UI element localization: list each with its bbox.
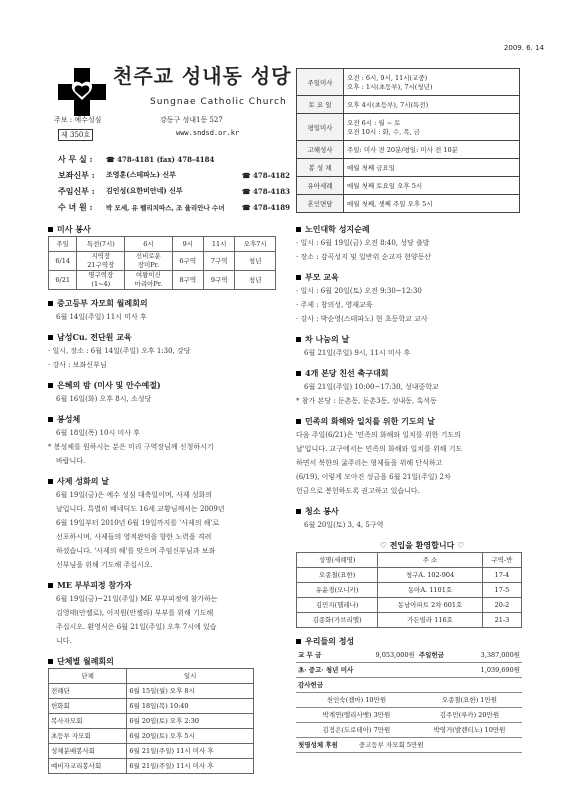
contact-office: 사 무 실 : ☎ 478-4181 (fax) 478-4184: [58, 153, 215, 164]
section-heading: 단체별 월례회의: [48, 654, 300, 668]
section-heading: 우리들의 정성: [296, 634, 548, 648]
table-header-row: 성명(세례명) 주 소 구역-반: [297, 553, 522, 568]
section-heading: 봉성체: [48, 412, 300, 426]
table-header-row: 단체 일시: [49, 669, 254, 684]
schedule-row: 토 요 일 오후 4시(초등부), 7시(특전): [297, 96, 520, 114]
section-heading: 부모 교육: [296, 270, 548, 284]
schedule-row: 고해성사 주일: 미사 전 20분/평일: 미사 전 10분: [297, 141, 520, 159]
bullet-square-icon: [296, 371, 301, 376]
table-row: 교 무 금 9,053,000원 주일헌금 3,387,000원: [296, 648, 522, 663]
bullet-square-icon: [48, 383, 53, 388]
bullet-square-icon: [48, 479, 53, 484]
church-logo-icon: [56, 66, 108, 118]
schedule-row: 혼인면담 매월 첫째, 셋째 주일 오후 5시: [297, 195, 520, 213]
schedule-row: 평일미사 오전 6시 : 월 ~ 토 오전 10시 : 화, 수, 목, 금: [297, 114, 520, 141]
contact-pastor: 주임신부 : 김인성(요한비안네) 신부 ☎ 478-4183: [58, 185, 290, 196]
table-header-row: 주일 특전(7시) 6시 9시 11시 오후7시: [49, 237, 276, 252]
church-subtitle: Sungnae Catholic Church: [150, 97, 287, 107]
section-heading: 미사 봉사: [48, 222, 300, 236]
welcome-heading: ♡ 전입을 환영합니다 ♡: [379, 540, 465, 550]
table-row: 전례단 6월 15일(월) 오후 8시: [49, 684, 254, 699]
bullet-square-icon: [296, 275, 301, 280]
mass-schedule-table: [296, 68, 520, 213]
church-website[interactable]: www.sndsd.or.kr: [176, 129, 240, 137]
bullet-square-icon: [296, 639, 301, 644]
section-heading: 노인대학 성지순례: [296, 222, 548, 236]
table-row: 천인숙(젬마) 10만원 오종철(요한) 1만원: [296, 693, 522, 708]
section-heading: 청소 봉사: [296, 504, 548, 518]
bullet-square-icon: [48, 301, 53, 306]
bullet-square-icon: [48, 583, 53, 588]
offerings-table: [296, 648, 522, 753]
table-row: 감사헌금: [296, 678, 522, 693]
section-heading: 4개 본당 친선 축구대회: [296, 366, 548, 380]
mass-service-table: [48, 236, 276, 290]
table-row: 김정은(도로테아) 7만원 박영거(발렌티노) 10만원: [296, 723, 522, 738]
table-row: 김종화(가브리엘) 가든빌라 116호 21-3: [297, 613, 522, 628]
section-heading: 은혜의 밤 (미사 및 안수예절): [48, 378, 300, 392]
schedule-row: 봉 성 체 매월 첫째 금요일: [297, 159, 520, 177]
bullet-square-icon: [48, 335, 53, 340]
contact-assistant-priest: 보좌신부 : 조영훈(스테파노) 신부 ☎ 478-4182: [58, 169, 290, 180]
meetings-table: [48, 668, 254, 774]
table-row: 유윤경(모니카) 동아A. 1101호 17-5: [297, 583, 522, 598]
bullet-square-icon: [296, 337, 301, 342]
table-row: 첫영성체 후원 중고등부 자모회 5만원: [296, 738, 522, 753]
bullet-square-icon: [48, 417, 53, 422]
table-row: 김민지(헬레나) 동남아파트 2차 601호 20-2: [297, 598, 522, 613]
section-heading: 차 나눔의 날: [296, 332, 548, 346]
issue-number: 제 350호: [58, 129, 93, 141]
contact-convent: 수 녀 원 : 박 모세, 유 펠리치따스, 조 율리안나 수녀 ☎ 478-4189: [58, 201, 290, 212]
table-row: 헌화회 6월 18일(목) 10:40: [49, 699, 254, 714]
table-row: 성체분배봉사회 6월 21일(주일) 11시 미사 후: [49, 744, 254, 759]
bullet-square-icon: [296, 509, 301, 514]
bullet-square-icon: [48, 227, 53, 232]
table-row: 복사자모회 6월 20일(토) 오후 2:30: [49, 714, 254, 729]
patron-label: 주보 : 예수성심: [54, 116, 102, 124]
section-heading: 민족의 화해와 일치를 위한 기도의 날: [296, 414, 548, 428]
table-row: 박계연(엘리사벳) 3만원 김주민(루카) 20만원: [296, 708, 522, 723]
section-heading: 남성Cu. 전단원 교육: [48, 330, 300, 344]
table-row: 초등부 자모회 6월 20일(토) 오후 5시: [49, 729, 254, 744]
left-column: 미사 봉사 주일 특전(7시) 6시 9시 11시 오후7시 6/14 지역장 21구역장 신비로운 장미Pr. 6구역 7구역 청년 6/21 명구역장 (1~4) 여왕이신 마리아Pr. 8구역 9구역 청년 중고등부 자모회 월례회의 6월 14일(주일) 11시 미사 후 남성Cu. 전단원 교육 · 일시, 장소 : 6월 14일(주일) 오후 1:30, 강당 · 강사 : 보좌신부님 은혜의 밤 (미사 및 안수예절) 6월 16일(화) 오후 8시, 소성당 봉성체 6월 18일(목) 10시 미사 후 * 봉성체를 원하시는 분은 미리 구역장님께 신청하시기 바랍니다. 사제 성화의 날 6월 19일(금)은 예수 성심 대축일이며, 사제 성화의 날입니다. 특별히 베네딕도 16세 교황님께서는 2009년 6월 19일부터 2010년 6월 19일까지를 '사제의 해'로 선포하시며, 사제들의 영적완덕을 향한 노력을 격려 하셨습니다. '사제의 해'를 맞으며 주임신부님과 보좌 신부님을 위해 기도해 주십시오. ME 부부피정 참가자 6월 19일(금)~21일(주일) ME 부부피정에 참가하는 김영태(안젤로), 이지원(안젤라) 부부를 위해 기도해 주십시오. 환영식은 6월 21일(주일) 오후 7시에 있습 니다. 단체별 월례회의 단체 일시 전례단 6월 15일(월) 오후 8시 헌화회 6월 18일(목) 10:40 복사자모회 6월 20일(토) 오후 2:30 초등부 자모회 6월 20일(토) 오후 5시 성체분배봉사회 6월 21일(주일) 11시 미사 후 예비자교리봉사회 6월 21일(주일) 11시 미사 후: [48, 222, 300, 774]
welcome-table: [296, 552, 522, 628]
schedule-row: 주일미사 오전 : 6시, 9시, 11시(교중) 오후 : 1시(초등부), 7시(청년): [297, 69, 520, 96]
bullet-square-icon: [296, 419, 301, 424]
section-heading: ME 부부피정 참가자: [48, 578, 300, 592]
right-column: 노인대학 성지순례 · 일시 : 6월 19일(금) 오전 8:40, 성당 출발 · 장소 : 감곡성지 및 일반위 순교자 현양동산 부모 교육 · 일시 : 6월 20일(토) 오전 9:30~12:30 · 주제 : 창의성, 영재교육 · 강사 : 박순영(스테파노) 현 초등학교 교사 차 나눔의 날 6월 21일(주일) 9시, 11시 미사 후 4개 본당 친선 축구대회 6월 21일(주일) 10:00~17:30, 성내중학교 * 참가 본당 : 둔촌동, 둔촌3동, 성내동, 흑석동 민족의 화해와 일치를 위한 기도의 날 다음 주일(6/21)은 '민족의 화해와 일치를 위한 기도의 날'입니다. 교구에서는 민족의 화해와 일치를 위해 기도 하면서 북한의 굶주리는 형제들을 위해 단식하고 (6/19), 이렇게 모아진 성금을 6월 21일(주일) 2차 헌금으로 봉헌하도록 권고하고 있습니다. 청소 봉사 6월 20일(토) 3, 4, 5구역 ♡ 전입을 환영합니다 ♡ 성명(세례명) 주 소 구역-반 오종철(요한) 청구A. 102-904 17-4 유윤경(모니카) 동아A. 1101호 17-5 김민지(헬레나) 동남아파트 2차 601호 20-2 김종화(가브리엘) 가든빌라 116호 21-3 우리들의 정성 교 무 금 9,053,000원 주일헌금 3,387,000원 초· 중고· 청년 미사 1,039,690원 감사헌금 천인숙(젬마) 10만원 오종철(요한) 1만원 박계연(엘리사벳) 3만원 김주민(루카) 20만원 김정은(도로테아) 7만원 박영거(발렌티노) 10만원 첫영성체 후원 중고등부 자모회 5만원: [296, 222, 548, 753]
table-row: 예비자교리봉사회 6월 21일(주일) 11시 미사 후: [49, 759, 254, 774]
schedule-row: 유아세례 매월 첫째 토요일 오후 5시: [297, 177, 520, 195]
section-heading: 사제 성화의 날: [48, 474, 300, 488]
church-title: 천주교 성내동 성당: [113, 64, 292, 88]
bullet-square-icon: [48, 659, 53, 664]
table-row: 초· 중고· 청년 미사 1,039,690원: [296, 663, 522, 678]
table-row: 오종철(요한) 청구A. 102-904 17-4: [297, 568, 522, 583]
table-row: 6/14 지역장 21구역장 신비로운 장미Pr. 6구역 7구역 청년: [49, 252, 276, 271]
section-heading: 중고등부 자모회 월례회의: [48, 296, 300, 310]
contacts-list: [58, 151, 290, 215]
church-address: 강동구 성내1동 527: [160, 116, 223, 124]
bulletin-date: 2009. 6. 14: [503, 44, 544, 52]
bullet-square-icon: [296, 227, 301, 232]
table-row: 6/21 명구역장 (1~4) 여왕이신 마리아Pr. 8구역 9구역 청년: [49, 271, 276, 290]
